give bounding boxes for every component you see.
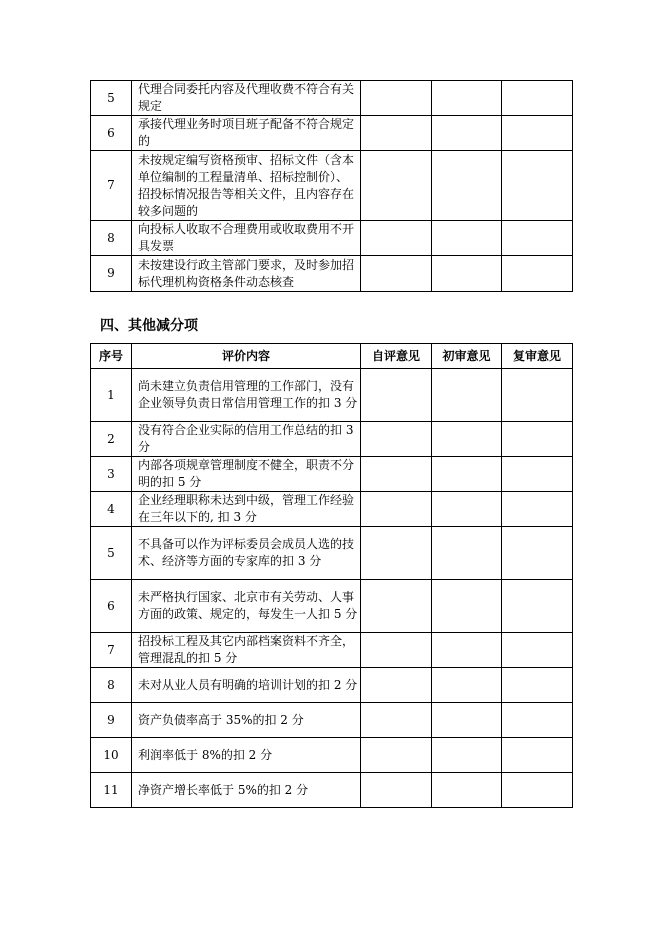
header-initial-review: 初审意见 [432,344,502,369]
initial-review-cell[interactable] [432,527,502,580]
row-number: 6 [91,116,132,151]
initial-review-cell[interactable] [432,81,502,116]
final-review-cell[interactable] [502,633,573,668]
self-assessment-cell[interactable] [361,221,432,256]
final-review-cell[interactable] [502,151,573,221]
initial-review-cell[interactable] [432,422,502,457]
header-number: 序号 [91,344,132,369]
self-assessment-cell[interactable] [361,256,432,292]
table-row [91,580,573,633]
initial-review-cell[interactable] [432,773,502,808]
row-number: 5 [91,527,132,580]
row-number: 2 [91,422,132,457]
final-review-cell[interactable] [502,116,573,151]
initial-review-cell[interactable] [432,256,502,292]
evaluation-content: 承接代理业务时项目班子配备不符合规定的 [132,116,361,151]
final-review-cell[interactable] [502,773,573,808]
evaluation-content: 企业经理职称未达到中级，管理工作经验在三年以下的, 扣 3 分 [132,492,361,527]
evaluation-content: 向投标人收取不合理费用或收取费用不开具发票 [132,221,361,256]
self-assessment-cell[interactable] [361,668,432,703]
table-row [91,369,573,422]
evaluation-table-continued [90,80,573,292]
other-deductions-table [90,343,573,808]
final-review-cell[interactable] [502,738,573,773]
table-row [91,81,573,116]
row-number: 3 [91,457,132,492]
initial-review-cell[interactable] [432,668,502,703]
self-assessment-cell[interactable] [361,457,432,492]
evaluation-content: 招投标工程及其它内部档案资料不齐全，管理混乱的扣 5 分 [132,633,361,668]
self-assessment-cell[interactable] [361,738,432,773]
row-number: 9 [91,256,132,292]
row-number: 6 [91,580,132,633]
evaluation-content: 代理合同委托内容及代理收费不符合有关规定 [132,81,361,116]
initial-review-cell[interactable] [432,633,502,668]
initial-review-cell[interactable] [432,369,502,422]
final-review-cell[interactable] [502,369,573,422]
self-assessment-cell[interactable] [361,703,432,738]
initial-review-cell[interactable] [432,492,502,527]
row-number: 8 [91,221,132,256]
initial-review-cell[interactable] [432,151,502,221]
initial-review-cell[interactable] [432,738,502,773]
self-assessment-cell[interactable] [361,151,432,221]
evaluation-content: 利润率低于 8%的扣 2 分 [132,738,361,773]
self-assessment-cell[interactable] [361,492,432,527]
final-review-cell[interactable] [502,668,573,703]
self-assessment-cell[interactable] [361,633,432,668]
row-number: 10 [91,738,132,773]
table-row [91,738,573,773]
row-number: 5 [91,81,132,116]
evaluation-content: 内部各项规章管理制度不健全，职责不分明的扣 5 分 [132,457,361,492]
final-review-cell[interactable] [502,703,573,738]
self-assessment-cell[interactable] [361,580,432,633]
evaluation-content: 未按规定编写资格预审、招标文件（含本单位编制的工程量清单、招标控制价）、招投标情况报告等相关文件，且内容存在较多问题的 [132,151,361,221]
row-number: 4 [91,492,132,527]
final-review-cell[interactable] [502,457,573,492]
evaluation-content: 不具备可以作为评标委员会成员人选的技术、经济等方面的专家库的扣 3 分 [132,527,361,580]
table-row [91,527,573,580]
section-title: 四、其他减分项 [100,318,198,334]
initial-review-cell[interactable] [432,221,502,256]
row-number: 7 [91,633,132,668]
row-number: 7 [91,151,132,221]
table-row [91,668,573,703]
self-assessment-cell[interactable] [361,116,432,151]
table-row [91,703,573,738]
initial-review-cell[interactable] [432,580,502,633]
evaluation-content: 未按建设行政主管部门要求，及时参加招标代理机构资格条件动态核查 [132,256,361,292]
initial-review-cell[interactable] [432,116,502,151]
evaluation-content: 资产负债率高于 35%的扣 2 分 [132,703,361,738]
row-number: 9 [91,703,132,738]
self-assessment-cell[interactable] [361,422,432,457]
table-row [91,116,573,151]
evaluation-content: 未对从业人员有明确的培训计划的扣 2 分 [132,668,361,703]
row-number: 11 [91,773,132,808]
self-assessment-cell[interactable] [361,369,432,422]
table-row [91,256,573,292]
final-review-cell[interactable] [502,527,573,580]
evaluation-content: 未严格执行国家、北京市有关劳动、人事方面的政策、规定的，每发生一人扣 5 分 [132,580,361,633]
final-review-cell[interactable] [502,580,573,633]
final-review-cell[interactable] [502,81,573,116]
initial-review-cell[interactable] [432,457,502,492]
table-row [91,457,573,492]
final-review-cell[interactable] [502,221,573,256]
self-assessment-cell[interactable] [361,81,432,116]
table-row [91,633,573,668]
table-row [91,773,573,808]
table-row [91,492,573,527]
table-row [91,221,573,256]
row-number: 8 [91,668,132,703]
table-row [91,151,573,221]
self-assessment-cell[interactable] [361,773,432,808]
table-header-row [91,344,573,369]
evaluation-content: 净资产增长率低于 5%的扣 2 分 [132,773,361,808]
header-final-review: 复审意见 [502,344,573,369]
initial-review-cell[interactable] [432,703,502,738]
final-review-cell[interactable] [502,256,573,292]
header-content: 评价内容 [132,344,361,369]
header-self-assessment: 自评意见 [361,344,432,369]
evaluation-content: 没有符合企业实际的信用工作总结的扣 3 分 [132,422,361,457]
table-row [91,422,573,457]
self-assessment-cell[interactable] [361,527,432,580]
final-review-cell[interactable] [502,492,573,527]
evaluation-content: 尚未建立负责信用管理的工作部门，没有企业领导负责日常信用管理工作的扣 3 分 [132,369,361,422]
row-number: 1 [91,369,132,422]
final-review-cell[interactable] [502,422,573,457]
